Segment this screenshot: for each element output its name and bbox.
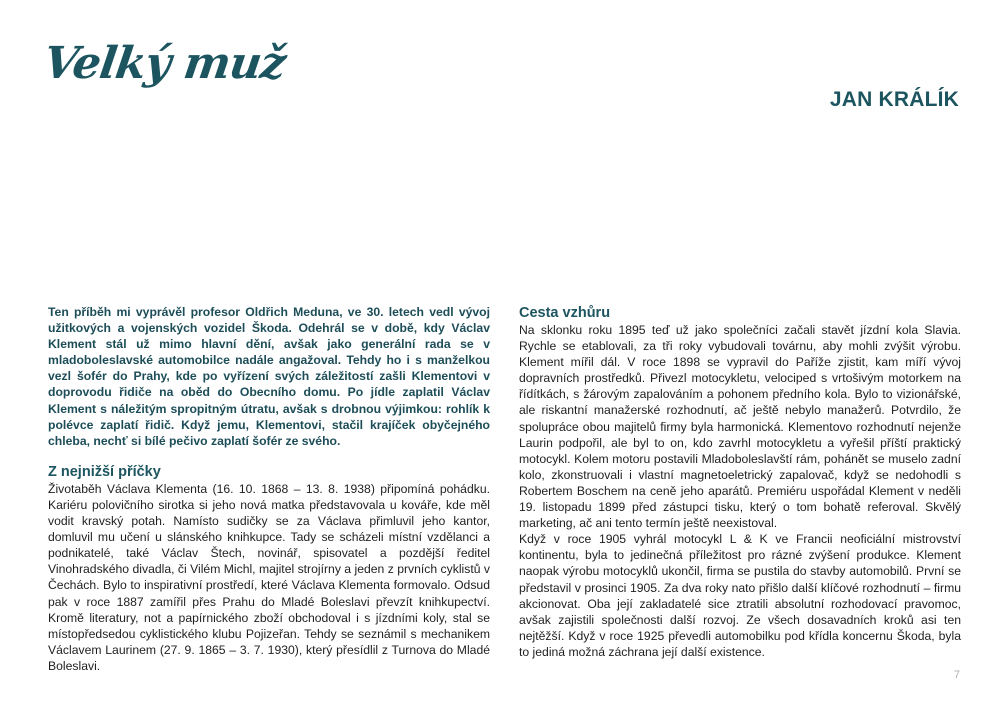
section-heading-lowest-rung: Z nejnižší příčky bbox=[48, 463, 161, 480]
body-paragraph: Když v roce 1905 vyhrál motocykl L & K ve Francii neoficiální mistrovství kontinentu, byla to jedinečná příležitost pro rázné zvýšení produkce. Klement naopak výrobu motocyklů ukončil, firma se pustila do stavby automobilů. První se představil v prosinci 1905. Za dva roky nato přišlo další klíčové rozhodnutí – firmu akcionovat. Oba její zakladatelé sice ztratili absolutní rozhodovací pravomoc, avšak zajistili společnosti další rozvoj. Ze všech dosavadních kroků asi ten nejtěžší. Když v roce 1925 převedli automobilku pod křídla koncernu Škoda, byla to jediná možná záchrana její další existence. bbox=[519, 532, 961, 659]
left-column bbox=[48, 304, 490, 674]
body-paragraph: Na sklonku roku 1895 teď už jako společníci začali stavět jízdní kola Slavia. Rychle se etablovali, za tři roky vybudovali továrnu, aby mohli zvýšit výrobu. Klement mířil dál. V roce 1898 se vypravil do Paříže zjistit, kam míří vývoj dopravních prostředků. Přivezl motocykletu, velociped s vrtošivým motorkem na řídítkách, s žárovým zapalováním a pohonem předního kola. Bylo to vizionářské, ale riskantní manažerské rozhodnutí, ač ještě nebylo manažerů. Potvrdilo, že spolupráce obou majitelů firmy byla harmonická. Klementovo rozhodnutí nejenže Laurin podpořil, ale byl to on, kdo zavrhl motocykletu a vyřešil příští praktický motocykl. Kolem motoru postavili Mladoboleslavští rám, pohánět se muselo zadní kolo, zkonstruovali i vlastní magnetoeletrický zapalovač, když se nedohodli s Robertem Boschem na ceně jeho aparátů. Premiéru uspořádal Klement v neděli 19. listopadu 1899 před zástupci tisku, který o tom bohatě referoval. Skvělý marketing, ač ani tento termín ještě neexistoval. bbox=[519, 323, 961, 531]
article-title: Velký muž bbox=[40, 38, 289, 89]
lead-paragraph: Ten příběh mi vyprávěl profesor Oldřich Meduna, ve 30. letech vedl vývoj užitkových a vojenských vozidel Škoda. Odehrál se v době, kdy Václav Klement stál už mimo hlavní dění, avšak jako generální rada se v mladoboleslavské automobilce nadále angažoval. Tehdy ho i s manželkou vezl šofér do Prahy, kde po vyřízení svých záležitostí zašli Klementovi v doprovodu řidiče na oběd do Obecního domu. Po jídle zaplatil Václav Klement s náležitým spropitným útratu, avšak s drobnou výjimkou: rohlík k polévce zaplatí řidič. Když jemu, Klementovi, stačil krajíček obyčejného chleba, nechť si bílé pečivo zaplatí šofér ze svého. bbox=[48, 305, 490, 448]
right-column bbox=[519, 304, 961, 660]
page-number: 7 bbox=[953, 669, 960, 681]
body-paragraph: Životaběh Václava Klementa (16. 10. 1868 – 13. 8. 1938) připomíná pohádku. Kariéru polovičního sirotka si jeho nová matka představovala u kováře, kde měl vodit kravský potah. Namísto sudičky se za Václava přimluvil jeho kantor, domluvil mu učení u slánského knihkupce. Tady se scházeli místní vzdělanci a podnikatelé, také Václav Štech, novinář, spisovatel a pozdější ředitel Vinohradského divadla, či Vilém Michl, majitel strojírny a jeden z prvních cyklistů v Čechách. Bylo to inspirativní prostředí, které Václava Klementa formovalo. Odsud pak v roce 1887 zamířil přes Prahu do Mladé Boleslavi převzít knihkupectví. Kromě literatury, not a papírnického zboží obchodoval i s jízdními koly, stal se místopředsedou cyklistického klubu Pojizeřan. Tehdy se seznámil s mechanikem Václavem Laurinem (27. 9. 1865 – 3. 7. 1930), který přesídlil z Turnova do Mladé Boleslavi. bbox=[48, 481, 490, 673]
author-name: JAN KRÁLÍK bbox=[829, 88, 959, 111]
section-heading-way-up: Cesta vzhůru bbox=[519, 305, 611, 321]
